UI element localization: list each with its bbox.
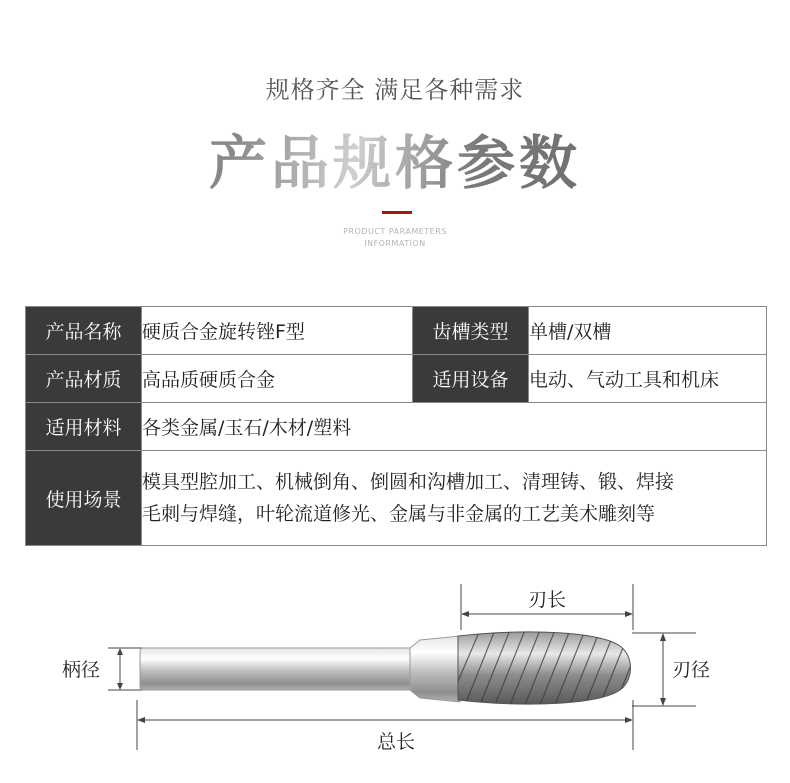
rotary-burr-illustration	[140, 630, 645, 705]
material-value: 高品质硬质合金	[142, 355, 413, 403]
section-subtitle: 规格齐全 满足各种需求	[265, 76, 525, 104]
english-subtitle	[0, 226, 790, 250]
page-title: 产品规格参数	[0, 116, 790, 200]
spec-table	[25, 306, 767, 546]
usage-line-2: 毛刺与焊缝，叶轮流道修光、金属与非金属的工艺美术雕刻等	[142, 503, 656, 525]
blade-diameter-dimension	[632, 633, 710, 706]
total-length-dimension	[137, 700, 633, 753]
table-row	[26, 307, 767, 355]
accent-divider	[382, 211, 412, 214]
table-row	[26, 355, 767, 403]
groove-type-label: 齿槽类型	[413, 307, 529, 355]
table-row	[26, 451, 767, 546]
total-length-label: 总长	[376, 731, 416, 753]
work-material-label: 适用材料	[26, 403, 142, 451]
equipment-label: 适用设备	[413, 355, 529, 403]
blade-length-dimension	[461, 584, 633, 630]
product-name-value: 硬质合金旋转锉F型	[142, 307, 413, 355]
usage-label: 使用场景	[26, 451, 142, 546]
work-material-value: 各类金属/玉石/木材/塑料	[142, 403, 767, 451]
product-name-label: 产品名称	[26, 307, 142, 355]
shank-diameter-label: 柄径	[62, 659, 101, 681]
groove-type-value: 单槽/双槽	[529, 307, 767, 355]
blade-diameter-label: 刃径	[672, 659, 711, 681]
material-label: 产品材质	[26, 355, 142, 403]
shank-diameter-dimension	[62, 648, 150, 690]
usage-line-1: 模具型腔加工、机械倒角、倒圆和沟槽加工、清理铸、锻、焊接	[142, 471, 675, 493]
blade-length-label: 刃长	[527, 589, 567, 611]
usage-value	[142, 451, 767, 546]
english-subtitle-line2: INFORMATION	[364, 239, 426, 248]
table-row	[26, 403, 767, 451]
equipment-value: 电动、气动工具和机床	[529, 355, 767, 403]
english-subtitle-line1: PRODUCT PARAMETERS	[343, 227, 447, 236]
burr-dimension-diagram	[0, 570, 790, 783]
